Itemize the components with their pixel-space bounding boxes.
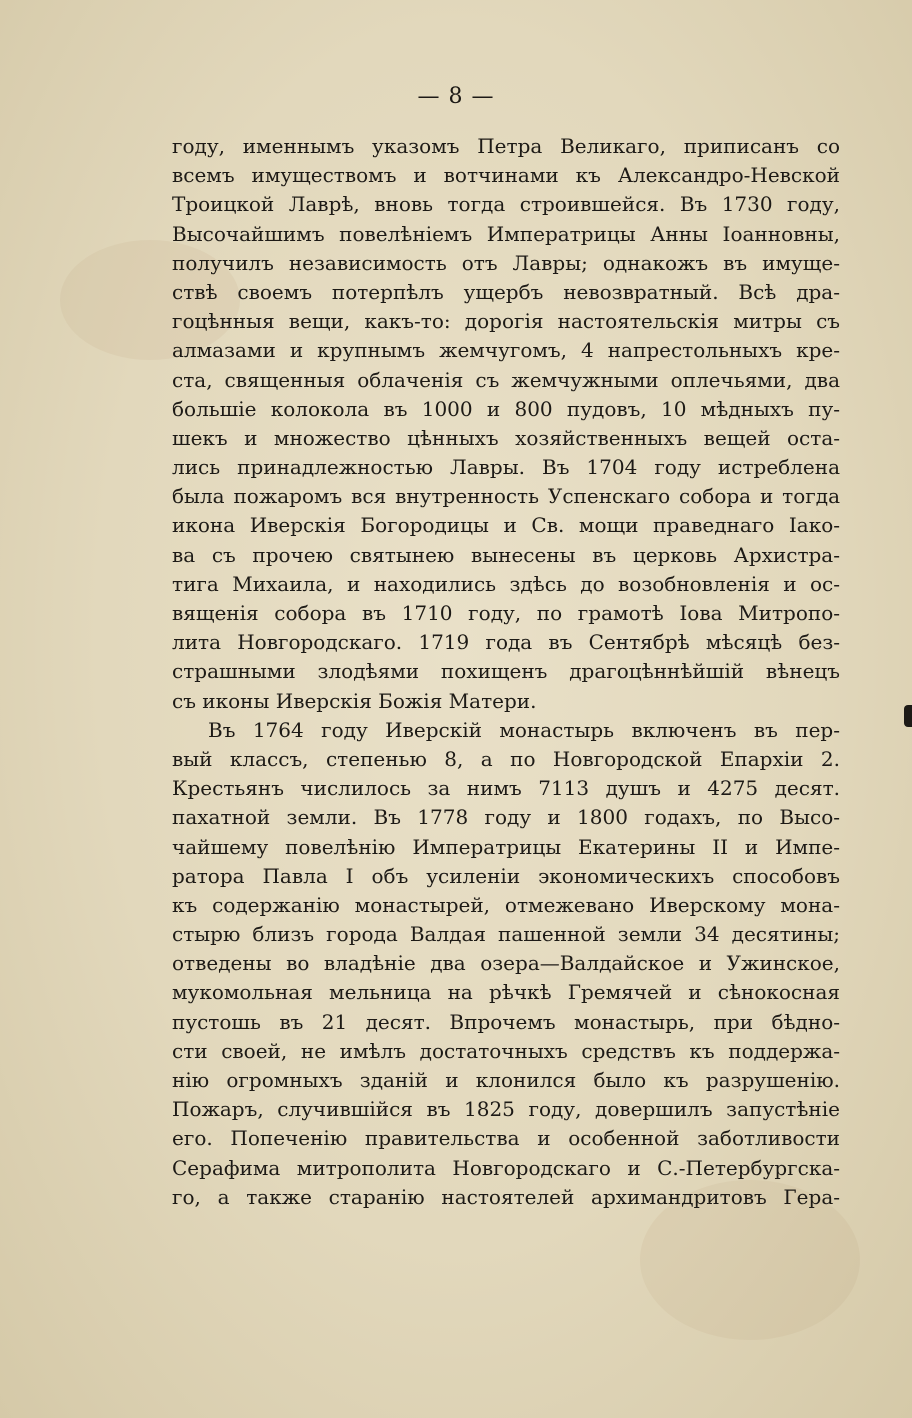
paragraph-end-line: съ иконы Иверскія Божія Матери.: [172, 688, 537, 713]
text-line: всемъ имуществомъ и вотчинами къ Александро-Невской: [172, 163, 840, 188]
text-line: алмазами и крупнымъ жемчугомъ, 4 напрестольныхъ кре-: [172, 338, 840, 363]
text-line: году, именнымъ указомъ Петра Великаго, приписанъ со: [172, 134, 840, 158]
text-line: ствѣ своемъ потерпѣлъ ущербъ невозвратный. Всѣ дра-: [172, 279, 840, 304]
text-line: лита Новгородскаго. 1719 года въ Сентябрѣ мѣсяцѣ без-: [172, 630, 840, 655]
paragraph-start-line: Въ 1764 году Иверскій монастырь включенъ въ пер-: [208, 717, 840, 742]
text-line: къ содержанію монастырей, отмежевано Иверскому мона-: [172, 892, 840, 917]
text-line: мукомольная мельница на рѣчкѣ Гремячей и сѣнокосная: [172, 980, 840, 1005]
text-line: вященія собора въ 1710 году, по грамотѣ Іова Митропо-: [172, 601, 840, 625]
text-line: большіе колокола въ 1000 и 800 пудовъ, 10 мѣдныхъ пу-: [172, 396, 840, 421]
text-line: Серафима митрополита Новгородскаго и С.-Петербургска-: [172, 1155, 840, 1180]
text-line: была пожаромъ вся внутренность Успенскаго собора и тогда: [172, 484, 840, 509]
text-line: нію огромныхъ зданій и клонился было къ разрушенію.: [172, 1068, 840, 1092]
text-line: Пожаръ, случившійся въ 1825 году, довершилъ запустѣніе: [172, 1097, 840, 1122]
text-line: пахатной земли. Въ 1778 году и 1800 годахъ, по Высо-: [172, 805, 840, 830]
text-line: ратора Павла I объ усиленіи экономическихъ способовъ: [172, 863, 840, 888]
body-text: [172, 132, 840, 1212]
text-line: шекъ и множество цѣнныхъ хозяйственныхъ вещей оста-: [172, 425, 840, 450]
text-line: Высочайшимъ повелѣніемъ Императрицы Анны Іоанновны,: [172, 221, 840, 246]
text-line: Крестьянъ числилось за нимъ 7113 душъ и 4275 десят.: [172, 776, 840, 801]
text-line: чайшему повелѣнію Императрицы Екатерины II и Импе-: [172, 834, 840, 859]
text-line: стырю близъ города Валдая пашенной земли 34 десятины;: [172, 922, 840, 947]
text-line: лись принадлежностью Лавры. Въ 1704 году истреблена: [172, 455, 840, 480]
text-line: вый классъ, степенью 8, а по Новгородской Епархіи 2.: [172, 746, 840, 771]
text-line: икона Иверскія Богородицы и Св. мощи праведнаго Іако-: [172, 513, 840, 538]
page-number: — 8 —: [417, 84, 495, 109]
text-line: Троицкой Лаврѣ, вновь тогда строившейся. Въ 1730 году,: [172, 192, 840, 217]
text-line: ста, священныя облаченія съ жемчужными оплечьями, два: [172, 367, 840, 392]
text-line: страшными злодѣями похищенъ драгоцѣннѣйшій вѣнецъ: [172, 659, 840, 684]
text-line: сти своей, не имѣлъ достаточныхъ средствъ къ поддержа-: [172, 1038, 840, 1063]
text-line: го, а также старанію настоятелей архимандритовъ Гера-: [172, 1184, 840, 1209]
text-line: ва съ прочею святынею вынесены въ церковь Архистра-: [172, 542, 840, 567]
text-line: отведены во владѣніе два озера—Валдайское и Ужинское,: [172, 951, 840, 976]
text-line: пустошь въ 21 десят. Впрочемъ монастырь, при бѣдно-: [172, 1009, 840, 1034]
text-line: его. Попеченію правительства и особенной заботливости: [172, 1126, 840, 1151]
page-edge-mark: [904, 705, 912, 727]
text-line: получилъ независимость отъ Лавры; однакожъ въ имуще-: [172, 250, 840, 275]
text-line: тига Михаила, и находились здѣсь до возобновленія и ос-: [172, 571, 840, 596]
text-line: гоцѣнныя вещи, какъ-то: дорогія настоятельскія митры съ: [172, 309, 840, 334]
